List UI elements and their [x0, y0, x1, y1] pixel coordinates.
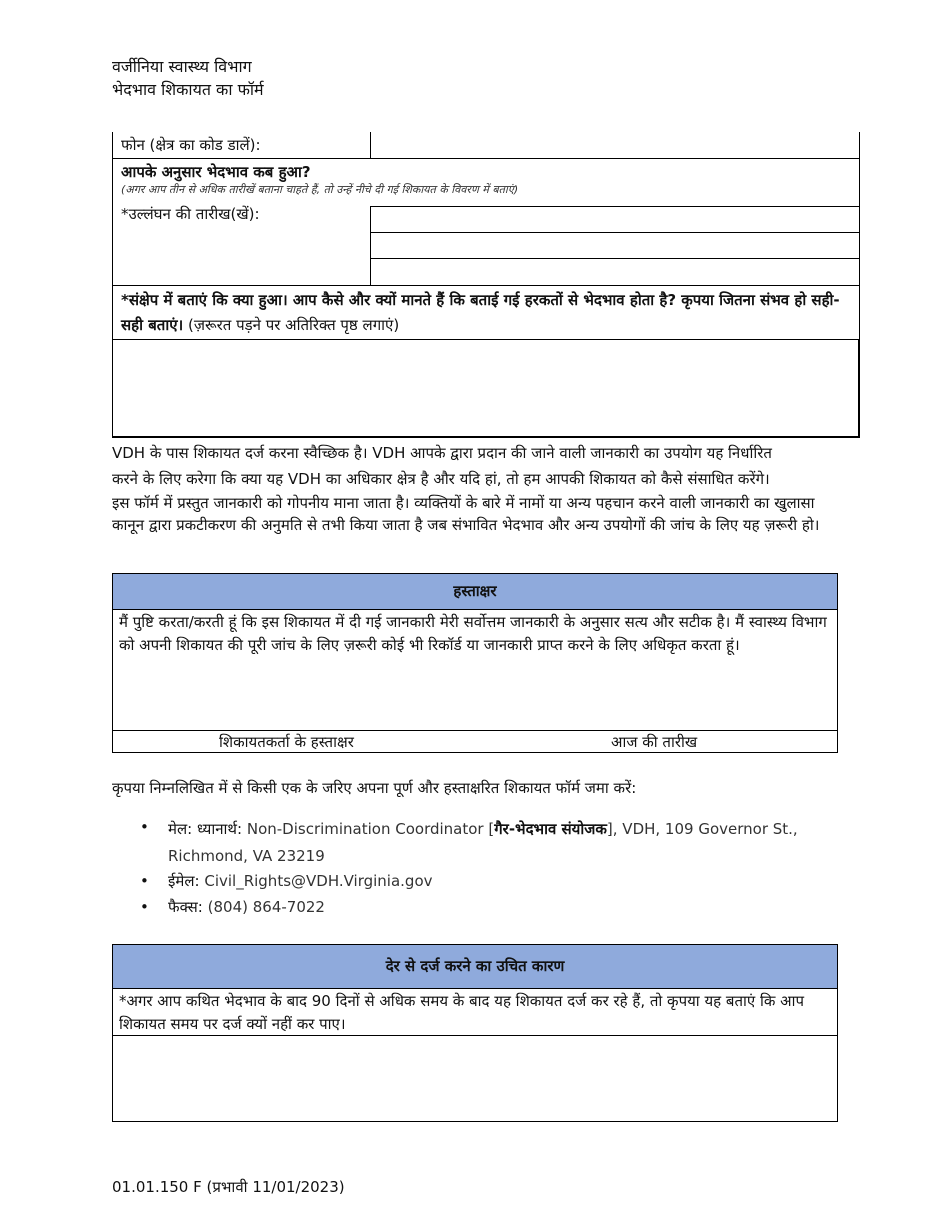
email-label: ईमेल: — [168, 872, 200, 890]
list-item-fax — [140, 896, 840, 922]
submit-intro: कृपया निम्नलिखित में से किसी एक के जरिए अपना पूर्ण और हस्ताक्षरित शिकायत फॉर्म जमा करें: — [112, 779, 637, 797]
privacy-rest: इस फॉर्म में प्रस्तुत जानकारी को गोपनीय माना जाता है। व्यक्तियों के बारे में नामों या अन्य पहचान करने वाली जानकारी का खुलासा कानून द्वारा प्रकटीकरण की अनुमति से तभी किया जाता है जब संभावित भेदभाव और अन्य उपयोगों की जांच के लिए यह ज़रूरी हो। — [112, 494, 820, 534]
when-heading: आपके अनुसार भेदभाव कब हुआ? — [121, 163, 311, 181]
fax-number: (804) 864-7022 — [207, 898, 325, 916]
mail-text — [168, 816, 848, 870]
privacy-line-1: VDH के पास शिकायत दर्ज करना स्वैच्छिक है। VDH आपके द्वारा प्रदान की जाने वाली जानकारी का उपयोग यह निर्धारित — [112, 444, 772, 462]
mail-label: मेल: — [168, 820, 193, 838]
list-item-mail — [140, 816, 840, 870]
signature-line-row[interactable] — [112, 730, 838, 753]
phone-label-cell — [112, 132, 371, 159]
phone-label: फोन (क्षेत्र का कोड डालें): — [121, 136, 261, 154]
when-note: (अगर आप तीन से अधिक तारीखें बताना चाहते हैं, तो उन्हें नीचे दी गई शिकायत के विवरण में बताएं) — [121, 183, 519, 196]
email-link[interactable]: Civil_Rights@VDH.Virginia.gov — [204, 872, 433, 890]
signature-heading: हस्ताक्षर — [112, 573, 838, 610]
form-title: भेदभाव शिकायत का फॉर्म — [112, 80, 264, 99]
list-item-email — [140, 870, 840, 896]
agency-name: वर्जीनिया स्वास्थ्य विभाग — [112, 57, 252, 76]
mail-attn: ध्यानार्थ: — [196, 820, 243, 838]
describe-prompt-note: (ज़रूरत पड़ने पर अतिरिक्त पृष्ठ लगाएं) — [187, 316, 400, 334]
mail-addressee: Non-Discrimination Coordinator [ — [246, 820, 495, 838]
mail-address-city: Richmond, VA 23219 — [168, 847, 325, 865]
mail-address-street: ], VDH, 109 Governor St., — [606, 820, 798, 838]
late-filing-text: *अगर आप कथित भेदभाव के बाद 90 दिनों से अधिक समय के बाद यह शिकायत दर्ज कर रहे हैं, तो कृपया यह बताएं कि आप शिकायत समय पर दर्ज क्यों नहीं कर पाए। — [112, 988, 838, 1036]
dates-label: *उल्लंघन की तारीख(खें): — [121, 205, 260, 223]
submit-methods-list — [140, 816, 840, 926]
form-code: 01.01.150 F (प्रभावी 11/01/2023) — [112, 1178, 345, 1196]
phone-input[interactable] — [370, 132, 860, 159]
fax-text — [168, 896, 848, 919]
date-input-2[interactable] — [370, 232, 860, 259]
email-text — [168, 870, 848, 893]
bullet-icon: • — [140, 818, 149, 836]
mail-addressee-hindi: गैर-भेदभाव संयोजक — [494, 820, 607, 838]
late-filing-heading: देर से दर्ज करने का उचित कारण — [112, 944, 838, 989]
fax-label: फैक्स: — [168, 898, 203, 916]
describe-heading-cell — [112, 285, 860, 340]
date-input-1[interactable] — [370, 206, 860, 233]
describe-prompt-bold: *संक्षेप में बताएं कि क्या हुआ। आप कैसे और क्यों मानते हैं कि बताई गई हरकतों से भेदभाव होता है? कृपया जितना संभव हो सही-सही बताएं। — [121, 291, 840, 334]
bullet-icon: • — [140, 872, 149, 890]
privacy-line-2: करने के लिए करेगा कि क्या यह VDH का अधिकार क्षेत्र है और यदि हां, तो हम आपकी शिकायत को कैसे संसाधित करेंगे। — [112, 470, 770, 488]
signer-label: शिकायतकर्ता के हस्ताक्षर — [219, 733, 354, 751]
late-filing-textarea[interactable] — [112, 1035, 838, 1122]
signature-affirmation: मैं पुष्टि करता/करती हूं कि इस शिकायत में दी गई जानकारी मेरी सर्वोत्तम जानकारी के अनुसार सत्य और सटीक है। मैं स्वास्थ्य विभाग को अपनी शिकायत की पूरी जांच के लिए ज़रूरी कोई भी रिकॉर्ड या जानकारी प्राप्त करने के लिए अधिकृत करता हूं। — [112, 609, 838, 731]
date-label: आज की तारीख — [611, 733, 698, 751]
bullet-icon: • — [140, 898, 149, 916]
describe-prompt — [113, 286, 859, 340]
description-textarea[interactable] — [112, 339, 860, 438]
date-input-3[interactable] — [370, 258, 860, 286]
